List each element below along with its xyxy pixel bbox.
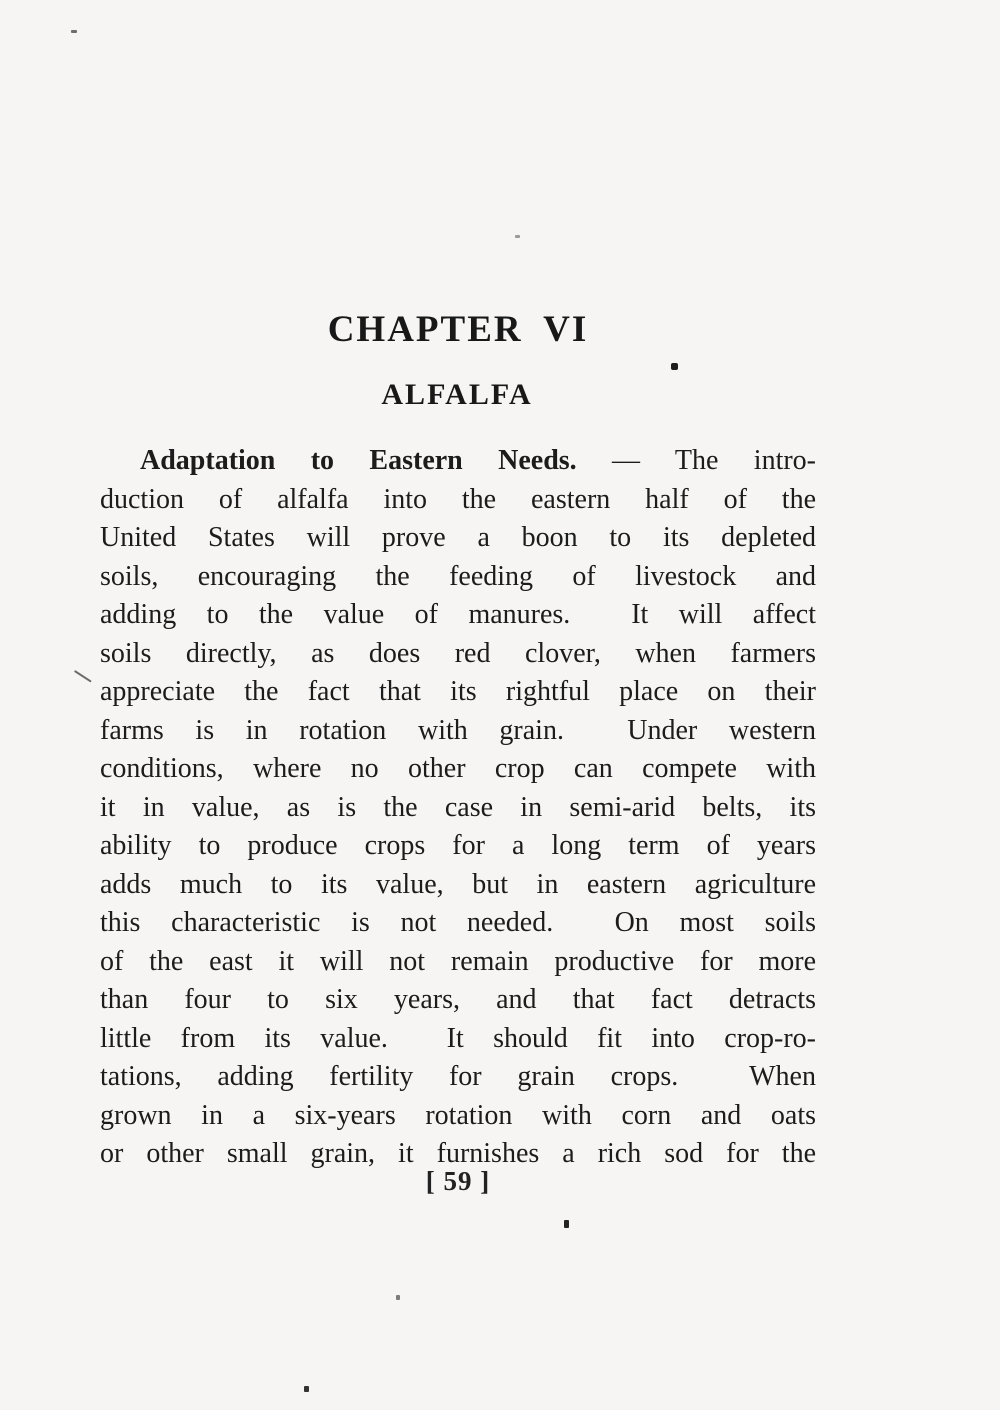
- paragraph-line: duction of alfalfa into the eastern half of the: [100, 483, 816, 515]
- paragraph-line: adds much to its value, but in eastern agriculture: [100, 868, 816, 900]
- scan-pen-mark: [74, 670, 92, 682]
- paragraph-line: adding to the value of manures. It will affect: [100, 599, 816, 630]
- paragraph-line: soils directly, as does red clover, when farmers: [100, 637, 816, 669]
- section-heading: ALFALFA: [381, 378, 533, 411]
- paragraph-line: little from its value. It should fit into crop-ro-: [100, 1022, 816, 1054]
- scan-speck: [304, 1386, 309, 1392]
- paragraph-line: or other small grain, it furnishes a rich sod for the: [100, 1138, 816, 1169]
- scan-speck: [71, 30, 77, 33]
- paragraph-line: appreciate the fact that its rightful place on their: [100, 676, 816, 707]
- paragraph-line: than four to six years, and that fact detracts: [100, 984, 816, 1015]
- paragraph-line: farms is in rotation with grain. Under western: [100, 714, 816, 746]
- paragraph-line: of the east it will not remain productive for more: [100, 945, 816, 977]
- paragraph-line: this characteristic is not needed. On most soils: [100, 907, 816, 938]
- paragraph-line: soils, encouraging the feeding of livestock and: [100, 560, 816, 592]
- scan-speck: [564, 1220, 569, 1228]
- paragraph-line: grown in a six-years rotation with corn and oats: [100, 1099, 816, 1131]
- scan-speck: [396, 1295, 400, 1300]
- paragraph-line: United States will prove a boon to its depleted: [100, 522, 816, 553]
- paragraph-line: it in value, as is the case in semi-arid belts, its: [100, 791, 816, 823]
- scan-speck: [515, 235, 520, 238]
- paragraph-line: conditions, where no other crop can compete with: [100, 753, 816, 784]
- page-number: [ 59 ]: [425, 1166, 491, 1196]
- chapter-heading: CHAPTER VI: [327, 309, 589, 350]
- body-paragraph: [100, 442, 816, 1174]
- scan-speck: [671, 363, 678, 370]
- paragraph-line: ability to produce crops for a long term of years: [100, 830, 816, 861]
- paragraph-lead-bold: Adaptation to Eastern Needs.: [140, 445, 577, 476]
- paragraph-line: tations, adding fertility for grain crops. When: [100, 1061, 816, 1092]
- paragraph-line: Adaptation to Eastern Needs. — The intro-: [140, 445, 817, 476]
